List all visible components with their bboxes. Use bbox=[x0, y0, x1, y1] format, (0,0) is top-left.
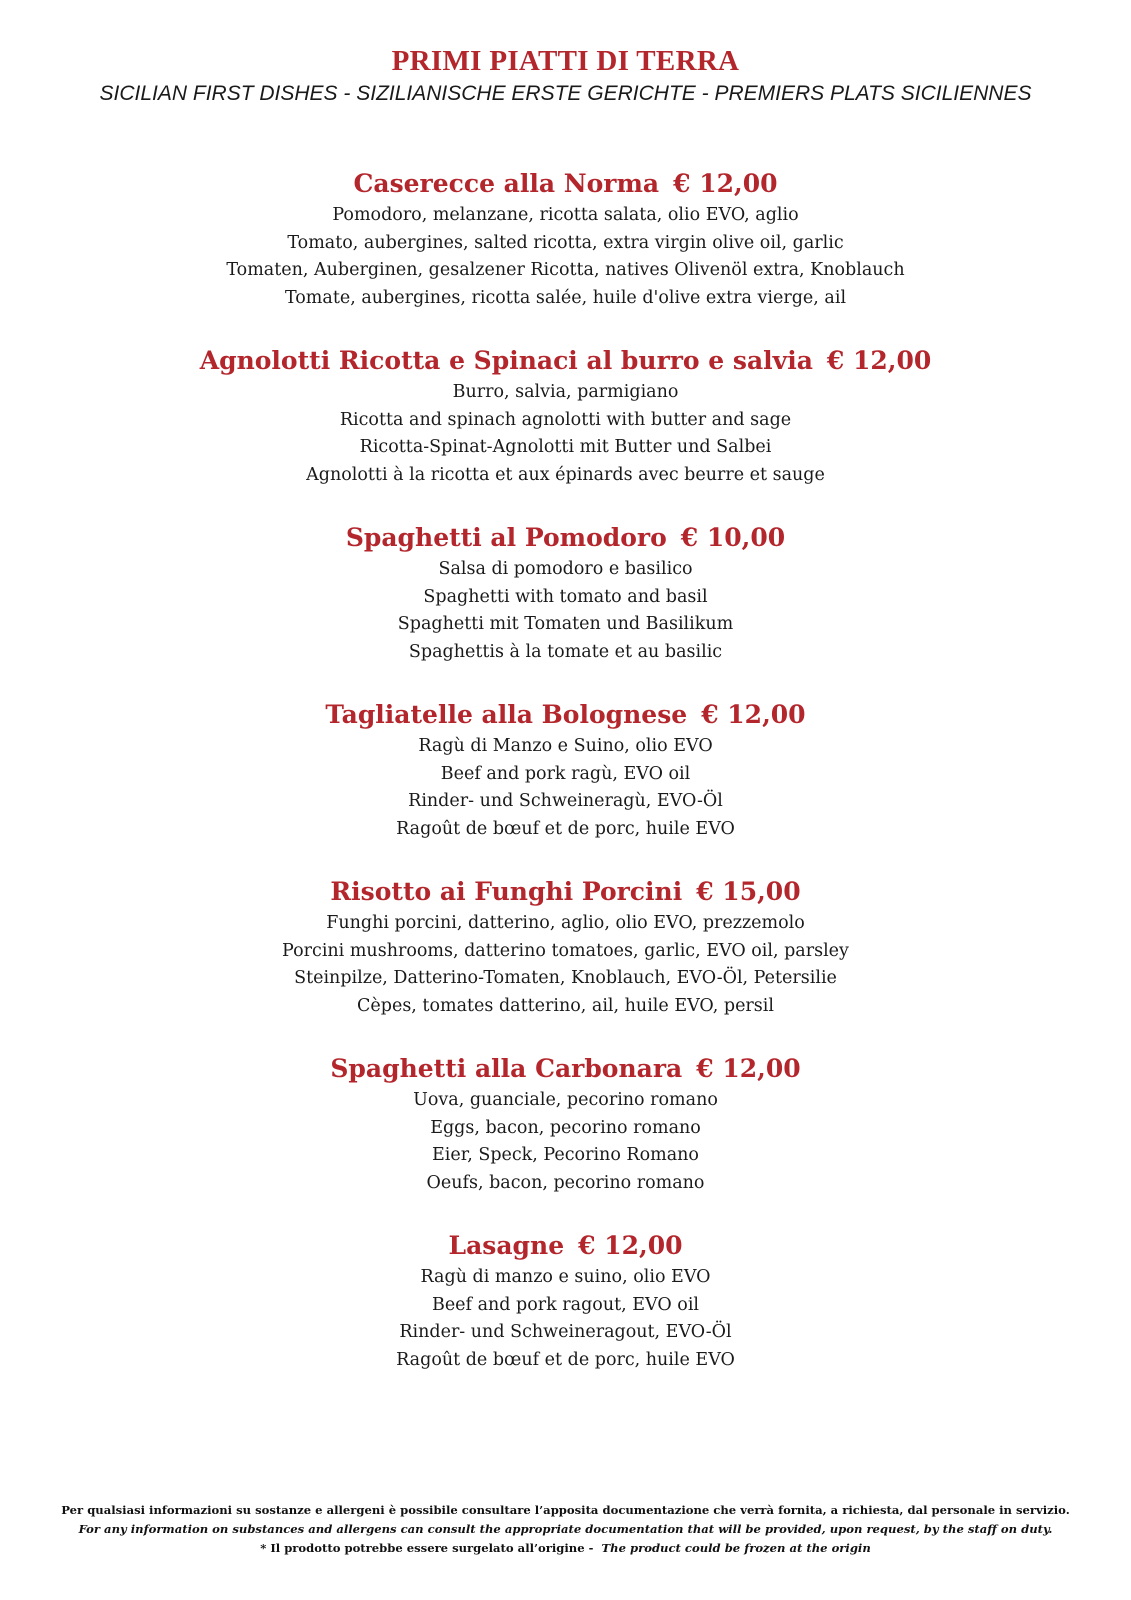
dish-description-fr: Tomate, aubergines, ricotta salée, huile d'olive extra vierge, ail bbox=[284, 287, 847, 308]
dish-description-it: Uova, guanciale, pecorino romano bbox=[413, 1090, 718, 1110]
dish-description-it: Salsa di pomodoro e basilico bbox=[438, 559, 693, 579]
dish-description-fr: Spaghettis à la tomate et au basilic bbox=[408, 641, 723, 662]
dish-description-de: Spaghetti mit Tomaten und Basilikum bbox=[397, 614, 734, 634]
dish-description-de: Rinder- und Schweineragout, EVO-Öl bbox=[399, 1322, 732, 1342]
page-subtitle: SICILIAN FIRST DISHES - SIZILIANISCHE ERSTE GERICHTE - PREMIERS PLATS SICILIENNES bbox=[99, 82, 1032, 105]
dish-name: Caserecce alla Norma bbox=[353, 169, 660, 198]
dish-description-en: Eggs, bacon, pecorino romano bbox=[430, 1117, 701, 1138]
dish-description-fr: Ragoût de bœuf et de porc, huile EVO bbox=[396, 1349, 735, 1370]
page-title: PRIMI PIATTI DI TERRA bbox=[391, 45, 740, 77]
dish-description-en: Tomato, aubergines, salted ricotta, extra virgin olive oil, garlic bbox=[287, 232, 844, 253]
dish-description-de: Rinder- und Schweineragù, EVO-Öl bbox=[408, 791, 723, 811]
dish-description-en: Beef and pork ragù, EVO oil bbox=[440, 763, 691, 784]
dish-description-fr: Ragoût de bœuf et de porc, huile EVO bbox=[396, 818, 735, 839]
dish-item bbox=[0, 343, 1131, 489]
allergen-footer bbox=[0, 1501, 1131, 1558]
dish-item bbox=[0, 697, 1131, 843]
dish-price: € 12,00 bbox=[578, 1231, 683, 1260]
dish-description-it: Funghi porcini, datterino, aglio, olio EVO, prezzemolo bbox=[326, 913, 805, 933]
dish-heading bbox=[0, 166, 1131, 202]
dish-name: Spaghetti alla Carbonara bbox=[330, 1054, 683, 1083]
dish-price: € 12,00 bbox=[826, 346, 932, 375]
dish-description-fr: Agnolotti à la ricotta et aux épinards avec beurre et sauge bbox=[306, 464, 825, 485]
dish-name: Agnolotti Ricotta e Spinaci al burro e salvia bbox=[199, 346, 813, 375]
dish-heading bbox=[0, 697, 1131, 733]
allergen-notice-it: Per qualsiasi informazioni su sostanze e allergeni è possibile consultare l’apposita documentazione che verrà fornita, a richiesta, dal personale in servizio. bbox=[61, 1503, 1070, 1517]
dish-heading bbox=[0, 520, 1131, 556]
dish-name: Spaghetti al Pomodoro bbox=[345, 523, 667, 552]
dish-name: Tagliatelle alla Bolognese bbox=[325, 700, 688, 729]
dish-description-it: Ragù di manzo e suino, olio EVO bbox=[420, 1267, 711, 1287]
dish-heading bbox=[0, 874, 1131, 910]
dish-description-de: Tomaten, Auberginen, gesalzener Ricotta, natives Olivenöl extra, Knoblauch bbox=[226, 260, 905, 280]
dish-description-de: Eier, Speck, Pecorino Romano bbox=[432, 1145, 699, 1165]
frozen-notice-en: The product could be frozen at the origin bbox=[601, 1541, 871, 1555]
dish-price: € 15,00 bbox=[696, 877, 801, 906]
dish-item bbox=[0, 520, 1131, 666]
dish-description-fr: Oeufs, bacon, pecorino romano bbox=[426, 1172, 705, 1193]
frozen-notice bbox=[0, 1539, 1131, 1558]
dish-heading bbox=[0, 343, 1131, 379]
dish-price: € 12,00 bbox=[696, 1054, 801, 1083]
menu-header bbox=[0, 44, 1131, 108]
dish-name: Risotto ai Funghi Porcini bbox=[330, 877, 683, 906]
dish-description-it: Ragù di Manzo e Suino, olio EVO bbox=[418, 736, 713, 756]
dish-description-fr: Cèpes, tomates datterino, ail, huile EVO, persil bbox=[357, 995, 774, 1016]
dish-item bbox=[0, 1051, 1131, 1197]
dish-item bbox=[0, 874, 1131, 1020]
allergen-notice-en: For any information on substances and allergens can consult the appropriate documentation that will be provided, upon request, by the staff on duty. bbox=[78, 1522, 1053, 1536]
dish-list bbox=[0, 166, 1131, 1405]
dish-description-en: Spaghetti with tomato and basil bbox=[423, 586, 708, 607]
dish-description-de: Steinpilze, Datterino-Tomaten, Knoblauch, EVO-Öl, Petersilie bbox=[294, 968, 837, 988]
dish-description-it: Burro, salvia, parmigiano bbox=[452, 382, 679, 402]
dish-description-en: Porcini mushrooms, datterino tomatoes, garlic, EVO oil, parsley bbox=[282, 940, 849, 961]
dish-heading bbox=[0, 1051, 1131, 1087]
dish-item bbox=[0, 1228, 1131, 1374]
dish-description-en: Ricotta and spinach agnolotti with butter and sage bbox=[339, 409, 792, 430]
dish-price: € 12,00 bbox=[701, 700, 806, 729]
dish-heading bbox=[0, 1228, 1131, 1264]
dish-price: € 12,00 bbox=[673, 169, 778, 198]
frozen-notice-it: * Il prodotto potrebbe essere surgelato all’origine - bbox=[260, 1541, 594, 1555]
dish-name: Lasagne bbox=[448, 1231, 565, 1260]
dish-description-it: Pomodoro, melanzane, ricotta salata, olio EVO, aglio bbox=[332, 205, 799, 225]
dish-price: € 10,00 bbox=[680, 523, 786, 552]
dish-description-en: Beef and pork ragout, EVO oil bbox=[431, 1294, 700, 1315]
dish-description-de: Ricotta-Spinat-Agnolotti mit Butter und Salbei bbox=[359, 437, 772, 457]
dish-item bbox=[0, 166, 1131, 312]
